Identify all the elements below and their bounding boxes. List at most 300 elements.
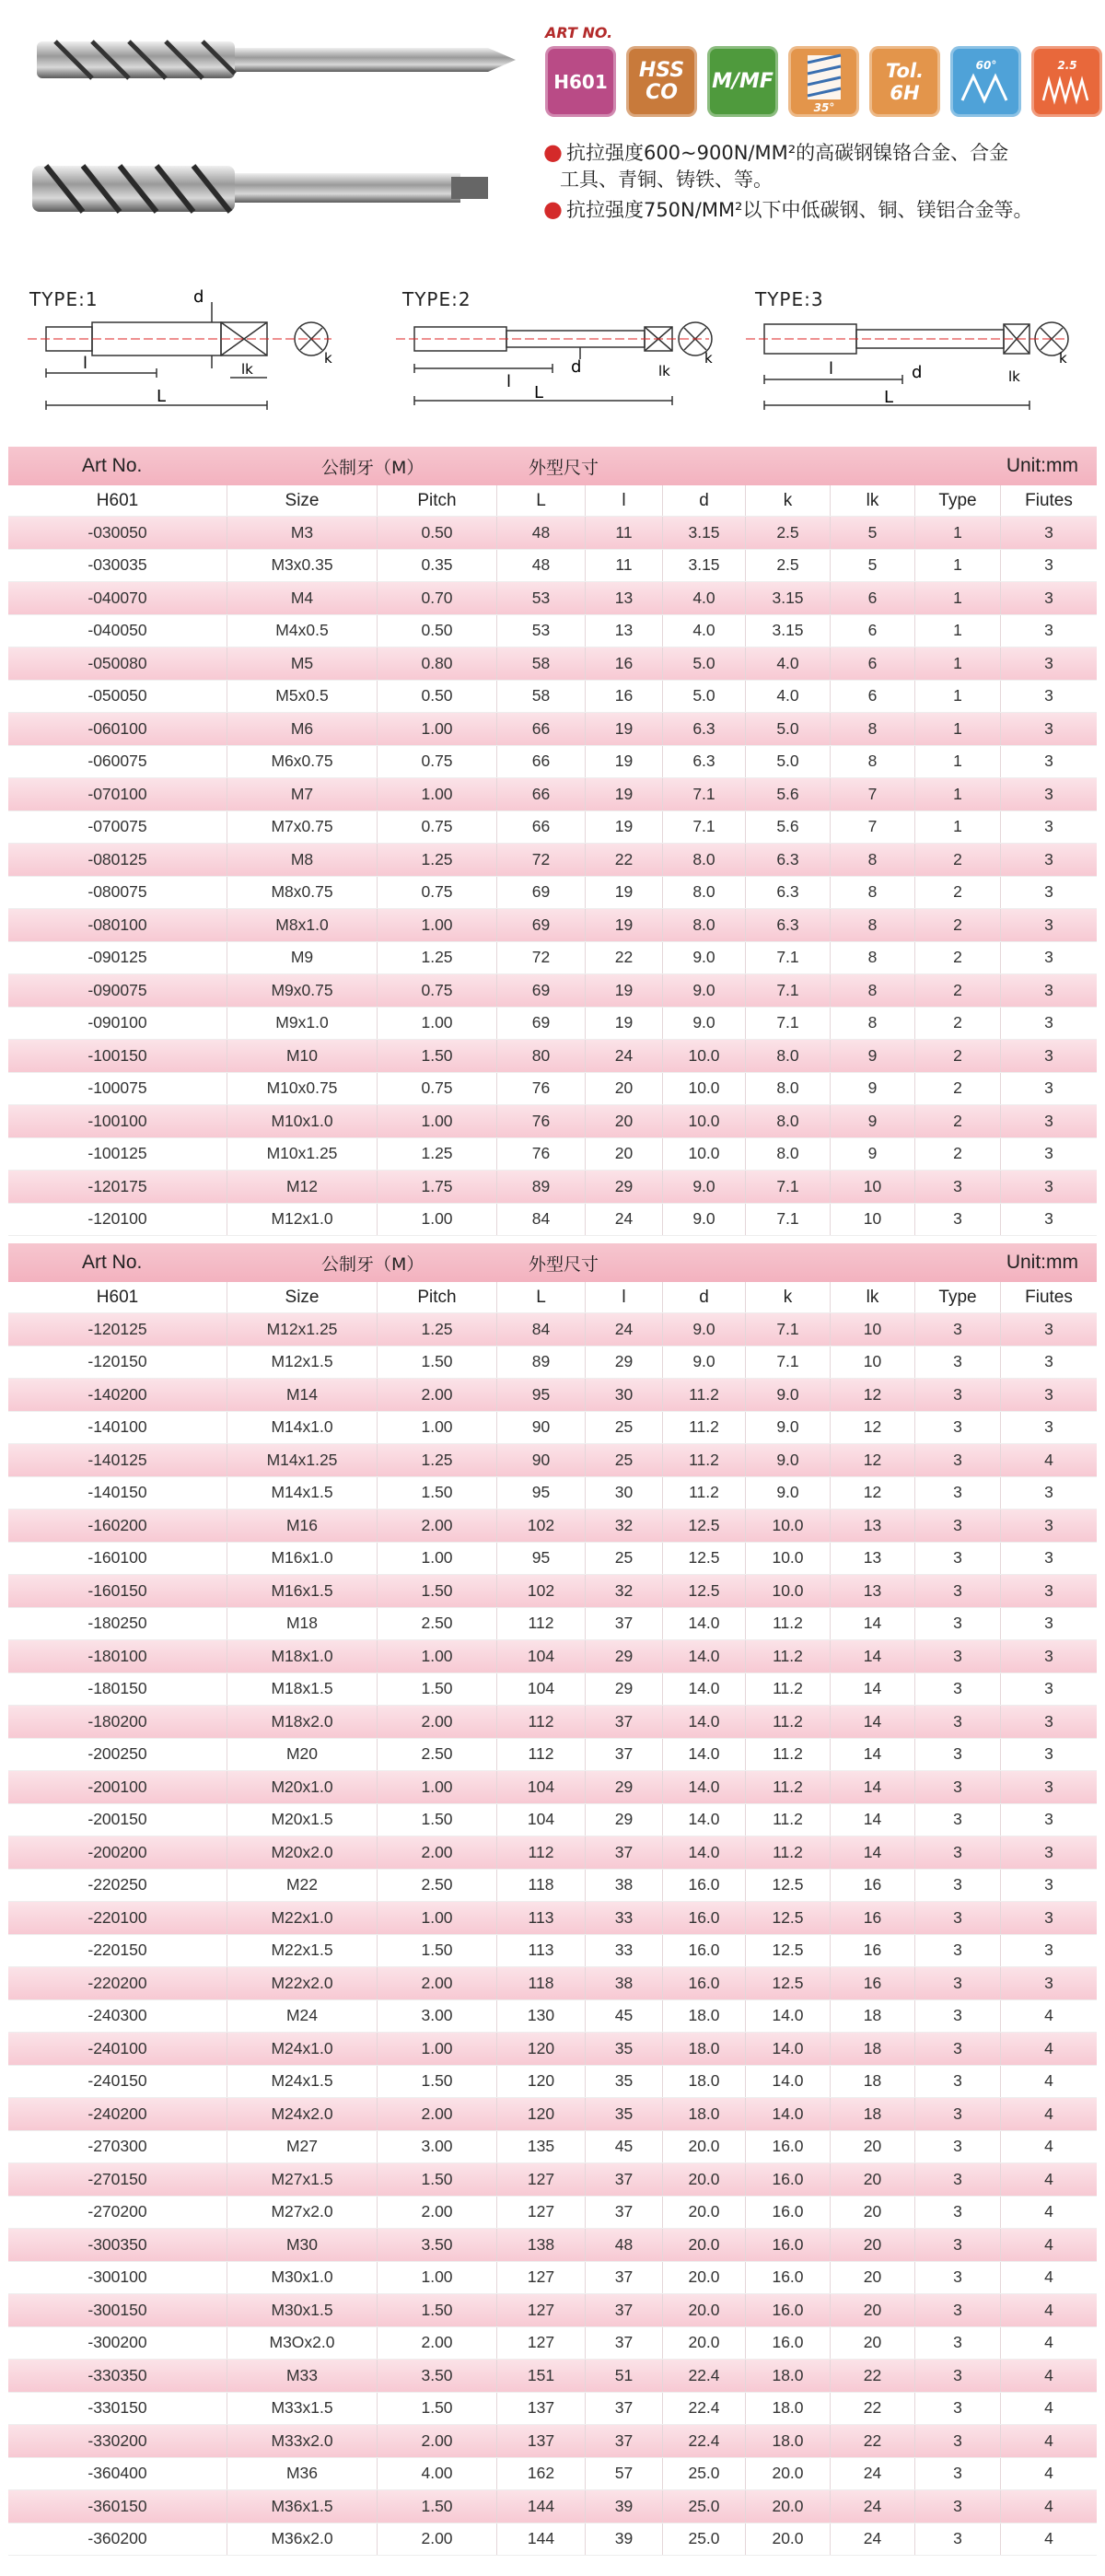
table-cell: 29: [586, 1673, 663, 1706]
table-cell: 3: [915, 1509, 1001, 1542]
table-cell: 3: [1044, 1777, 1053, 1796]
table-cell: 9.0: [663, 1171, 746, 1203]
table-cell: 12: [831, 1412, 915, 1444]
table-cell: 18: [831, 2033, 915, 2065]
table-cell: 57: [586, 2458, 663, 2490]
feature-line-1: [543, 138, 1008, 167]
table-row: [8, 909, 1097, 942]
table-cell: 6: [831, 582, 915, 614]
table-cell: 2.5: [746, 550, 831, 582]
table-cell: 2: [915, 1105, 1001, 1137]
table-cell: 11.2: [746, 1640, 831, 1673]
table-cell: -120125: [8, 1313, 227, 1346]
type-1-label: TYPE:1: [29, 288, 99, 310]
col-L: L: [497, 485, 586, 516]
table-cell: 16.0: [746, 2327, 831, 2360]
table-cell: 3: [1044, 1679, 1053, 1698]
table-cell: 11.2: [746, 1673, 831, 1706]
table-cell: 3.15: [663, 550, 746, 582]
table-cell: 14: [831, 1771, 915, 1803]
table-cell: 1.50: [378, 2490, 497, 2523]
table-cell: 20.0: [663, 2294, 746, 2326]
table-row: [8, 1804, 1097, 1837]
table-cell: 37: [586, 1739, 663, 1771]
table-cell: 11: [586, 550, 663, 582]
table-cell: 3: [1044, 849, 1053, 868]
table-cell: -090125: [8, 942, 227, 974]
table-cell: 4: [1044, 2104, 1053, 2123]
table-cell: 22: [586, 942, 663, 974]
table-cell: 3: [1044, 1515, 1053, 1534]
table-cell: 20: [831, 2327, 915, 2360]
table-row: [8, 1608, 1097, 1641]
table-cell: 22.4: [663, 2393, 746, 2425]
table-cell: 1: [915, 778, 1001, 810]
table-cell: 95: [497, 1379, 586, 1411]
table-cell: M10x1.0: [227, 1105, 378, 1137]
table-cell: 127: [497, 2327, 586, 2360]
table-row: [8, 615, 1097, 648]
table-row: [8, 1902, 1097, 1935]
table-cell: 3: [915, 1640, 1001, 1673]
table-cell: 1.00: [378, 909, 497, 941]
table-cell: 25.0: [663, 2524, 746, 2556]
table-cell: 4.0: [746, 647, 831, 680]
table-cell: 2.00: [378, 2425, 497, 2457]
table-cell: 18.0: [663, 2066, 746, 2098]
table-cell: 22: [586, 844, 663, 876]
table-cell: 10.0: [663, 1105, 746, 1137]
table-cell: 3: [1044, 588, 1053, 607]
table-cell: -040070: [8, 582, 227, 614]
table-row: [8, 2360, 1097, 2393]
table-cell: 2.50: [378, 1608, 497, 1640]
table-cell: 20.0: [746, 2490, 831, 2523]
table-cell: 2.00: [378, 2524, 497, 2556]
table-row: [8, 647, 1097, 681]
table-cell: 2: [915, 909, 1001, 941]
table-cell: 137: [497, 2425, 586, 2457]
table-cell: M12: [227, 1171, 378, 1203]
table-cell: 11.2: [746, 1836, 831, 1869]
table-cell: 7.1: [746, 1204, 831, 1236]
table-cell: 1.25: [378, 942, 497, 974]
table-cell: M27x2.0: [227, 2197, 378, 2229]
table-cell: 2.00: [378, 1509, 497, 1542]
dim-lk-label: lk: [241, 361, 253, 378]
dim-d-label-3: d: [912, 363, 923, 382]
table-cell: 16.0: [663, 1967, 746, 1999]
table-cell: 9: [831, 1105, 915, 1137]
table-cell: M33x1.5: [227, 2393, 378, 2425]
table-cell: M22x1.0: [227, 1902, 378, 1934]
table-row: [8, 1673, 1097, 1707]
col-type: Type: [915, 1282, 1001, 1312]
table-cell: 151: [497, 2360, 586, 2392]
table-cell: 1.00: [378, 2262, 497, 2294]
table-cell: 8.0: [663, 909, 746, 941]
table-cell: 3: [1044, 1111, 1053, 1130]
col-h601: H601: [8, 1282, 227, 1312]
table-cell: -140200: [8, 1379, 227, 1411]
dim-l-label: l: [83, 354, 88, 373]
table-cell: 20: [586, 1105, 663, 1137]
table-cell: 3: [1044, 1045, 1053, 1065]
table-cell: 1: [915, 746, 1001, 778]
table-cell: 3: [1044, 752, 1053, 771]
table-cell: 25: [586, 1543, 663, 1575]
table-row: [8, 1138, 1097, 1171]
table-cell: 37: [586, 2262, 663, 2294]
table-row: [8, 1412, 1097, 1445]
table-cell: 24: [586, 1040, 663, 1072]
bullet-icon: ●: [543, 139, 563, 165]
table-cell: 22: [831, 2425, 915, 2457]
table-cell: 2: [915, 1073, 1001, 1105]
table-cell: -270300: [8, 2131, 227, 2163]
table-cell: 14: [831, 1836, 915, 1869]
table-cell: 3: [915, 2327, 1001, 2360]
spiral-flute-icon: [797, 50, 852, 114]
table-cell: 1.50: [378, 1477, 497, 1509]
table-cell: 6.3: [746, 909, 831, 941]
table-cell: 4.00: [378, 2458, 497, 2490]
table-cell: 10: [831, 1204, 915, 1236]
table-cell: 11.2: [746, 1771, 831, 1803]
table-cell: 14.0: [746, 2066, 831, 2098]
table-cell: 112: [497, 1608, 586, 1640]
table-row: [8, 1509, 1097, 1543]
table-cell: 0.80: [378, 647, 497, 680]
col-d: d: [663, 485, 746, 516]
table-cell: M14x1.0: [227, 1412, 378, 1444]
table-cell: 24: [831, 2524, 915, 2556]
table-cell: 12.5: [746, 1935, 831, 1967]
table-cell: 144: [497, 2490, 586, 2523]
table-cell: 7: [831, 778, 915, 810]
table-cell: 14.0: [663, 1804, 746, 1836]
col-l: l: [586, 485, 663, 516]
table-cell: 1.00: [378, 1543, 497, 1575]
table-cell: 4: [1044, 2529, 1053, 2548]
table-cell: 8.0: [746, 1138, 831, 1171]
table-cell: M7: [227, 778, 378, 810]
table-cell: 1.25: [378, 1313, 497, 1346]
table-cell: 0.75: [378, 746, 497, 778]
badge-pitch-2-5: [1031, 46, 1102, 117]
table-cell: 11.2: [746, 1706, 831, 1738]
table-cell: 3.15: [746, 615, 831, 647]
table-cell: 18: [831, 2000, 915, 2033]
table-cell: 72: [497, 942, 586, 974]
table-cell: M3Ox2.0: [227, 2327, 378, 2360]
table-cell: 3.00: [378, 2000, 497, 2033]
table-cell: M6: [227, 713, 378, 745]
table-cell: 2: [915, 1008, 1001, 1040]
table-cell: 14.0: [663, 1673, 746, 1706]
table-cell: M14x1.5: [227, 1477, 378, 1509]
table-cell: 13: [831, 1509, 915, 1542]
table-row: [8, 2327, 1097, 2360]
table-cell: 20: [831, 2163, 915, 2196]
table-cell: 18: [831, 2098, 915, 2130]
table-cell: 3: [915, 2066, 1001, 2098]
table-cell: 29: [586, 1346, 663, 1379]
table-cell: 3: [1044, 522, 1053, 542]
table-cell: M24x1.5: [227, 2066, 378, 2098]
table-cell: 144: [497, 2524, 586, 2556]
col-pitch: Pitch: [378, 1282, 497, 1312]
table-cell: 120: [497, 2033, 586, 2065]
table-cell: 14: [831, 1673, 915, 1706]
table-cell: M9: [227, 942, 378, 974]
table-cell: -180100: [8, 1640, 227, 1673]
table-cell: 14.0: [746, 2033, 831, 2065]
table-cell: 84: [497, 1204, 586, 1236]
table-cell: 3: [1044, 621, 1053, 640]
pitch-2-5-text: 2.5: [1056, 58, 1077, 72]
table-cell: 8: [831, 877, 915, 909]
table-cell: M10x1.25: [227, 1138, 378, 1171]
table-cell: 20: [831, 2131, 915, 2163]
table-cell: -100125: [8, 1138, 227, 1171]
table-cell: M7x0.75: [227, 811, 378, 844]
table-cell: -300150: [8, 2294, 227, 2326]
table-cell: 3: [1044, 1580, 1053, 1600]
table-cell: M16x1.0: [227, 1543, 378, 1575]
table-cell: 37: [586, 2163, 663, 2196]
table-cell: 127: [497, 2197, 586, 2229]
table-cell: 14: [831, 1804, 915, 1836]
table-cell: 5.6: [746, 811, 831, 844]
table-cell: 19: [586, 746, 663, 778]
table-1-column-headers: [8, 485, 1097, 517]
table-cell: 6.3: [746, 844, 831, 876]
table-cell: 33: [586, 1935, 663, 1967]
table-cell: 4: [1044, 2006, 1053, 2025]
table-cell: 12: [831, 1379, 915, 1411]
table-cell: 1.50: [378, 1575, 497, 1607]
table-cell: M5x0.5: [227, 681, 378, 713]
table-cell: 1.00: [378, 778, 497, 810]
table-cell: 3: [1044, 915, 1053, 934]
table-cell: -090075: [8, 974, 227, 1007]
table-row: [8, 2524, 1097, 2557]
table-cell: M27x1.5: [227, 2163, 378, 2196]
table-cell: 80: [497, 1040, 586, 1072]
table-row: [8, 1204, 1097, 1237]
bullet-icon: ●: [543, 196, 563, 222]
badge-tol-text: Tol.: [885, 59, 925, 82]
table-cell: 1.00: [378, 1008, 497, 1040]
table-cell: 10: [831, 1171, 915, 1203]
table-cell: 12.5: [746, 1870, 831, 1902]
table-cell: 16: [831, 1935, 915, 1967]
table-row: [8, 2066, 1097, 2099]
table-cell: 0.50: [378, 517, 497, 549]
table-cell: 12.5: [746, 1967, 831, 1999]
table-cell: -330350: [8, 2360, 227, 2392]
dim-l-label-3: l: [829, 359, 834, 379]
table-cell: 4: [1044, 1450, 1053, 1469]
table-cell: 10.0: [746, 1509, 831, 1542]
col-l: l: [586, 1282, 663, 1312]
table-cell: 10.0: [746, 1575, 831, 1607]
table-row: [8, 2197, 1097, 2230]
table-cell: 48: [497, 550, 586, 582]
table-cell: 6.3: [746, 877, 831, 909]
table-cell: 9.0: [663, 974, 746, 1007]
table-cell: 3: [915, 1771, 1001, 1803]
table-cell: 35: [586, 2066, 663, 2098]
table-cell: 3: [915, 2131, 1001, 2163]
table-cell: M14: [227, 1379, 378, 1411]
table-cell: 22.4: [663, 2425, 746, 2457]
table-cell: 12.5: [663, 1575, 746, 1607]
table-cell: 120: [497, 2098, 586, 2130]
table-cell: 37: [586, 2327, 663, 2360]
metric-thread-heading: 公制牙（M）: [321, 1253, 425, 1275]
table-cell: 14.0: [663, 1706, 746, 1738]
table-cell: 135: [497, 2131, 586, 2163]
table-cell: 4: [1044, 2234, 1053, 2254]
table-cell: 58: [497, 647, 586, 680]
table-cell: 39: [586, 2490, 663, 2523]
table-cell: 3: [915, 1608, 1001, 1640]
table-cell: 69: [497, 877, 586, 909]
table-cell: 6: [831, 647, 915, 680]
table-cell: 1.00: [378, 2033, 497, 2065]
table-cell: 35: [586, 2098, 663, 2130]
table-cell: 0.75: [378, 974, 497, 1007]
table-1-title-row: [8, 447, 1097, 485]
table-cell: 58: [497, 681, 586, 713]
col-size: Size: [227, 485, 378, 516]
table-cell: 118: [497, 1870, 586, 1902]
table-cell: M18x1.5: [227, 1673, 378, 1706]
table-cell: 3.50: [378, 2229, 497, 2261]
table-row: [8, 1543, 1097, 1576]
table-cell: 1.25: [378, 1444, 497, 1476]
table-cell: 3: [915, 2163, 1001, 2196]
table-cell: 9: [831, 1138, 915, 1171]
table-cell: 69: [497, 1008, 586, 1040]
table-cell: 3: [915, 2033, 1001, 2065]
table-cell: 69: [497, 974, 586, 1007]
table-cell: 10: [831, 1346, 915, 1379]
table-cell: -160100: [8, 1543, 227, 1575]
table-row: [8, 2033, 1097, 2066]
table-cell: M33: [227, 2360, 378, 2392]
col-size: Size: [227, 1282, 378, 1312]
dim-lk-label-2: lk: [658, 363, 670, 379]
table-2-column-headers: [8, 1282, 1097, 1313]
table-cell: 1: [915, 517, 1001, 549]
table-cell: 90: [497, 1412, 586, 1444]
table-cell: 16.0: [663, 1902, 746, 1934]
table-row: [8, 2294, 1097, 2327]
table-cell: 1: [915, 811, 1001, 844]
table-cell: 2.50: [378, 1739, 497, 1771]
table-cell: 14.0: [746, 2098, 831, 2130]
table-cell: 2.00: [378, 2197, 497, 2229]
table-cell: 7.1: [746, 1008, 831, 1040]
col-lk: lk: [831, 1282, 915, 1312]
table-cell: 2: [915, 1138, 1001, 1171]
table-cell: 3: [915, 2294, 1001, 2326]
table-2-title-row: [8, 1243, 1097, 1282]
col-L: L: [497, 1282, 586, 1312]
table-row: [8, 1008, 1097, 1041]
table-cell: M18x1.0: [227, 1640, 378, 1673]
table-cell: 9.0: [746, 1444, 831, 1476]
table-cell: -360200: [8, 2524, 227, 2556]
table-cell: 7.1: [746, 1171, 831, 1203]
table-cell: 39: [586, 2524, 663, 2556]
table-cell: 12: [831, 1444, 915, 1476]
table-cell: 2.5: [746, 517, 831, 549]
table-cell: -240100: [8, 2033, 227, 2065]
table-cell: 20.0: [663, 2327, 746, 2360]
table-cell: 8: [831, 713, 915, 745]
table-cell: 16: [586, 647, 663, 680]
table-cell: 3: [1044, 718, 1053, 738]
table-cell: 38: [586, 1967, 663, 1999]
table-cell: 69: [497, 909, 586, 941]
table-cell: 112: [497, 1836, 586, 1869]
table-cell: -050080: [8, 647, 227, 680]
table-cell: 8.0: [746, 1040, 831, 1072]
table-cell: 18: [831, 2066, 915, 2098]
table-cell: 112: [497, 1706, 586, 1738]
table-cell: 38: [586, 1870, 663, 1902]
table-cell: 2: [915, 942, 1001, 974]
table-cell: -030050: [8, 517, 227, 549]
table-cell: M16x1.5: [227, 1575, 378, 1607]
table-cell: 37: [586, 2425, 663, 2457]
table-cell: 1.75: [378, 1171, 497, 1203]
table-cell: M30x1.0: [227, 2262, 378, 2294]
table-cell: 18.0: [663, 2098, 746, 2130]
table-cell: M10: [227, 1040, 378, 1072]
table-cell: 1.50: [378, 1673, 497, 1706]
table-cell: 4: [1044, 2430, 1053, 2450]
table-cell: 51: [586, 2360, 663, 2392]
table-cell: 3: [1044, 1319, 1053, 1338]
table-cell: -040050: [8, 615, 227, 647]
table-cell: 9: [831, 1073, 915, 1105]
table-cell: 104: [497, 1673, 586, 1706]
table-cell: 5.0: [663, 681, 746, 713]
table-cell: M20x1.5: [227, 1804, 378, 1836]
table-cell: 3: [915, 1967, 1001, 1999]
table-cell: 1.50: [378, 1935, 497, 1967]
table-cell: 30: [586, 1477, 663, 1509]
table-cell: -330150: [8, 2393, 227, 2425]
table-cell: 1: [915, 615, 1001, 647]
table-row: [8, 2490, 1097, 2524]
table-cell: 11.2: [663, 1477, 746, 1509]
table-cell: 120: [497, 2066, 586, 2098]
table-row: [8, 1640, 1097, 1673]
table-cell: 2: [915, 844, 1001, 876]
table-cell: 14: [831, 1706, 915, 1738]
angle-35-text: 35°: [813, 100, 834, 114]
table-cell: 2.00: [378, 1967, 497, 1999]
table-cell: 12.5: [663, 1543, 746, 1575]
table-cell: 16.0: [746, 2262, 831, 2294]
table-cell: 4: [1044, 2333, 1053, 2352]
